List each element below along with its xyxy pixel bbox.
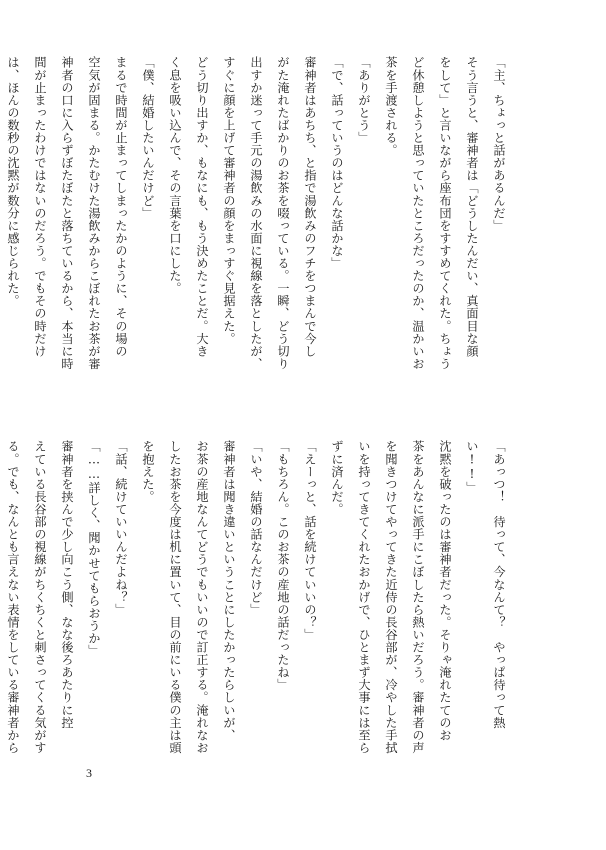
text-line: 茶を手渡される。	[384, 56, 398, 157]
text-line: すぐに顔を上げて審神者の顔をまっすぐ見据えた。	[222, 56, 236, 345]
text-line: 沈黙を破ったのは審神者だった。そりゃ淹れたてのお	[438, 440, 452, 742]
text-line: ずに済んだ。	[330, 440, 344, 516]
text-line: ど休憩しようと思っていたところだったのか、温かいお	[411, 56, 425, 370]
text-line: 「僕、結婚したいんだけど」	[141, 56, 155, 220]
text-line: 茶をあんなに派手にこぼしたら熱いだろう。審神者の声	[411, 440, 425, 754]
text-line: い!!」	[465, 440, 479, 494]
text-line: く息を吸い込んで、その言葉を口にした。	[168, 56, 182, 295]
upper-text-block	[6, 56, 512, 392]
text-line: は、ほんの数秒の沈黙が数分に感じられた。	[6, 56, 20, 307]
text-line: 間が止まったわけではないのだろう。でもその時だけ	[33, 56, 47, 358]
text-line: 神者の口に入らずぼたぼたと落ちているから、本当に時	[60, 56, 74, 370]
text-line: そう言うと、審神者は「どうしたんだい、真面目な顔	[465, 56, 479, 358]
text-line: 「えーっと、話を続けていいの？」	[303, 440, 317, 641]
text-line: えている長谷部の視線がちくちくと刺さってくる気がす	[33, 440, 47, 754]
text-line: まるで時間が止まってしまったかのように、その場の	[114, 56, 128, 358]
text-line: 「いや、結婚の話なんだけど」	[249, 440, 263, 616]
text-line: 「話、続けていいんだよね？」	[114, 440, 128, 616]
text-line: 「ありがとう」	[357, 56, 371, 144]
text-line: をして」と言いながら座布団をすすめてくれた。ちょう	[438, 56, 452, 370]
text-line: 「あっつ！ 待って、今なんて？ やっぱ待って熱	[492, 440, 506, 729]
text-line: を抱えた。	[141, 440, 155, 503]
text-line: 審神者はあちち、と指で湯飲みのフチをつまんで今し	[303, 56, 317, 358]
text-line: 出すか迷って手元の湯飲みの水面に視線を落としたが、	[249, 56, 263, 370]
text-line: いを持ってきてくれたおかげで、ひとまず大事には至ら	[357, 440, 371, 754]
text-line: したお茶を今度は机に置いて、目の前にいる僕の主は頭	[168, 440, 182, 754]
text-line: 「主、ちょっと話があるんだ」	[492, 56, 506, 232]
page-number: 3	[86, 766, 92, 780]
text-line: 審神者を挟んで少し向こう側、なな後ろあたりに控	[60, 440, 74, 729]
text-line: る。でも、なんとも言えない表情をしている審神者から	[6, 440, 20, 754]
text-line: どう切り出すか、もなにも、もう決めたことだ。大き	[195, 56, 209, 358]
text-line: 空気が固まる。かたむけた湯飲みからこぼれたお茶が審	[87, 56, 101, 370]
text-line: お茶の産地なんてどうでもいいので訂正する。淹れなお	[195, 440, 209, 754]
text-line: 「もちろん。このお茶の産地の話だったね」	[276, 440, 290, 691]
text-line: がた淹れたばかりのお茶を啜っている。一瞬、どう切り	[276, 56, 290, 370]
lower-text-block	[6, 440, 512, 776]
text-line: 「で、話っていうのはどんな話かな」	[330, 56, 344, 270]
text-line: 「……詳しく、聞かせてもらおうか」	[87, 440, 101, 657]
text-line: 審神者は聞き違いということにしたかったらしいが、	[222, 440, 236, 742]
text-line: を聞きつけてやってきた近侍の長谷部が、冷やした手拭	[384, 440, 398, 754]
